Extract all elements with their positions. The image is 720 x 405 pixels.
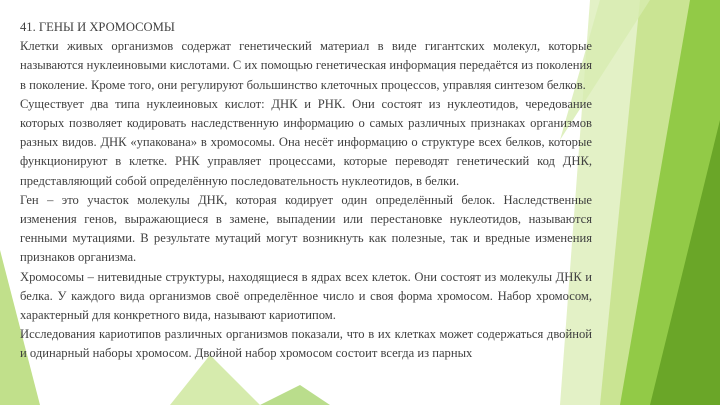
paragraph-chromosomes: Хромосомы – нитевидные структуры, находящиеся в ядрах всех клеток. Они состоят из молекулы ДНК и белка. У каждого вида организмов своё определённое число и своя форма хромосом. Набор хромосом, характерный для конкретного вида, называют кариотипом. <box>20 269 592 323</box>
slide-title: 41. ГЕНЫ И ХРОМОСОМЫ <box>20 20 175 34</box>
paragraph-karyotypes: Исследования кариотипов различных организмов показали, что в их клетках может содержаться двойной и одинарный наборы хромосом. Двойной набор хромосом состоит всегда из парных <box>20 327 592 361</box>
paragraph-dna-rna: Существует два типа нуклеиновых кислот: ДНК и РНК. Они состоят из нуклеотидов, чередование которых позволяет кодировать наследственную информацию о самых различных признаках организмов разных видов. ДНК «упакована» в хромосомы. Она несёт информацию о структуре всех белков, которые функционируют в клетке. РНК управляет процессами, которые переводят генетический код ДНК, представляющий собой определённую последовательность нуклеотидов, в белки. <box>20 96 592 188</box>
text-block <box>20 18 592 364</box>
paragraph-gene: Ген – это участок молекулы ДНК, которая кодирует один определённый белок. Наследственные изменения генов, выражающиеся в замене, выпадении или перестановке нуклеотидов, называются генными мутациями. В результате мутаций могут возникнуть как полезные, так и вредные изменения признаков организма. <box>20 192 592 265</box>
green-wedge-lower-mid <box>260 385 330 405</box>
paragraph-nucleic-acids: Клетки живых организмов содержат генетический материал в виде гигантских молекул, которые называются нуклеиновыми кислотами. С их помощью генетическая информация передаётся из поколения в поколение. Кроме того, они регулируют большинство клеточных процессов, управляя синтезом белков. <box>20 39 592 92</box>
